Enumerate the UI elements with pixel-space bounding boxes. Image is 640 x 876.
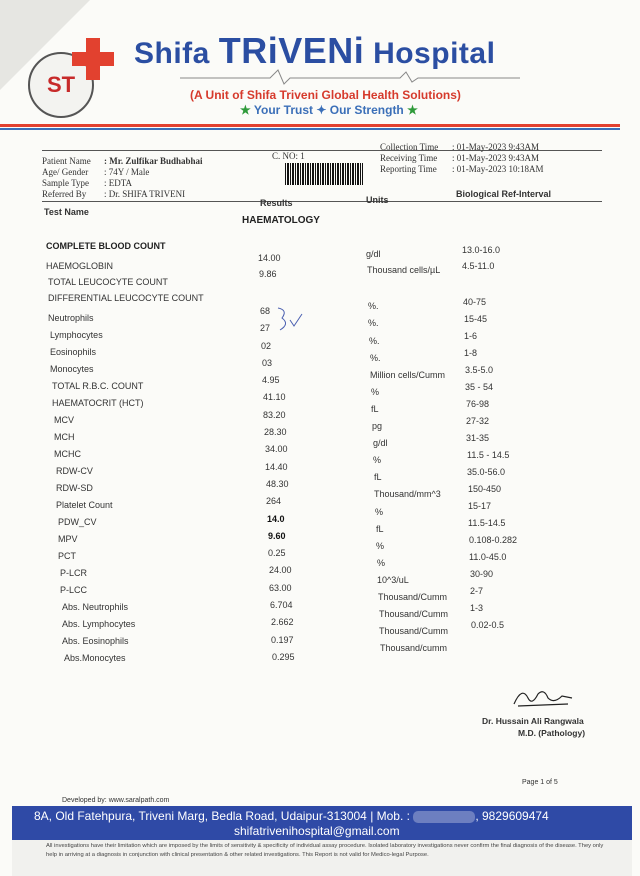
result-value: 68 [260,306,271,316]
unit: Thousand cells/µL [367,265,441,275]
ref-interval: 150-450 [468,484,502,494]
unit: Thousand/Cumm [378,592,448,602]
unit: Million cells/Cumm [370,370,446,380]
unit: 10^3/uL [377,575,409,585]
col-results: Results [260,198,293,208]
test-name: MCH [54,432,75,442]
ref-interval: 30-90 [470,569,494,579]
ref-interval: 1-8 [464,348,478,358]
unit: Thousand/Cumm [379,609,449,619]
result-value: 27 [260,323,271,333]
tagline-strength: Our Strength [329,103,404,117]
ref-interval: 4.5-11.0 [462,261,495,271]
unit: Thousand/cumm [380,643,448,653]
unit: %. [369,336,380,346]
test-name: DIFFERENTIAL LEUCOCYTE COUNT [48,293,204,303]
test-name: Platelet Count [56,500,113,510]
unit: fL [371,404,379,414]
test-name: TOTAL R.B.C. COUNT [52,381,144,391]
ref-interval: 3.5-5.0 [465,365,494,375]
header-divider-red [0,124,620,127]
doctor-signature [508,684,578,710]
ref-interval: 2-7 [470,586,484,596]
test-name: P-LCC [60,585,88,595]
disclaimer: All investigations have their limitation which are imposed by the limits of sensitivity & specificity of individual assay procedure. Isolated laboratory investigations never confirm the final diagnosis of the disease. They only help in arriving at a diagnosis in conjunction with clinical presentation & other related investigations. This Report is not valid for Medico-legal Purpose. [46,843,604,858]
result-value: 14.40 [265,462,288,472]
heartbeat-line-icon [180,66,520,86]
result-value: 14.0 [267,514,285,524]
result-value: 83.20 [263,410,286,420]
patient-age: : 74Y / Male [104,167,150,177]
section-title: HAEMATOLOGY [242,215,320,226]
test-name: RDW-SD [56,483,93,493]
test-name: Eosinophils [50,347,97,357]
unit: Thousand/mm^3 [374,489,441,499]
hospital-name-part1: Shifa [134,37,210,70]
col-test-name: Test Name [44,207,89,217]
test-name: Lymphocytes [50,330,103,340]
star-icon: ★ [240,103,251,117]
divider [42,201,602,202]
col-units: Units [366,195,389,205]
ref-interval: 35 - 54 [465,382,494,392]
doctor-name: Dr. Hussain Ali Rangwala [482,716,584,726]
unit: fL [376,524,384,534]
result-value: 4.95 [262,375,280,385]
hospital-name-part3: Hospital [373,37,496,70]
result-value: 264 [266,496,282,506]
footer-email: shifatrivenihospital@gmail.com [234,824,400,838]
col-ref-interval: Biological Ref-Interval [456,189,552,199]
ref-interval: 35.0-56.0 [467,467,506,477]
unit-line: (A Unit of Shifa Triveni Global Health Solutions) [190,88,461,102]
medical-cross-icon [72,38,114,80]
ref-interval: 27-32 [466,416,490,426]
handwritten-mark [258,300,308,340]
ref-interval: 40-75 [463,297,487,307]
referred-by: : Dr. SHIFA TRIVENI [104,189,186,199]
result-value: 14.00 [258,253,281,263]
footer-phone: , 9829609474 [475,809,549,823]
unit: pg [372,421,383,431]
result-value: 0.25 [268,548,286,558]
receiving-time: : 01-May-2023 9:43AM [452,153,539,163]
ref-interval: 0.02-0.5 [471,620,505,630]
footer-band [12,806,632,840]
hospital-name-part2: TRiVENi [218,30,365,71]
tagline [240,103,418,117]
ref-interval: 0.108-0.282 [469,535,518,545]
header-divider-blue [0,128,620,130]
test-name: Abs. Neutrophils [62,602,129,612]
footer-address: 8A, Old Fatehpura, Triveni Marg, Bedla Road, Udaipur-313004 | Mob. : , 9829609474 [34,809,549,823]
test-name: MCHC [54,449,81,459]
unit: % [371,387,380,397]
ref-interval: 11.5-14.5 [468,518,506,528]
unit: %. [370,353,381,363]
test-name: RDW-CV [56,466,93,476]
redacted-phone [413,811,475,823]
test-name: Neutrophils [48,313,94,323]
ref-interval: 76-98 [466,399,490,409]
ref-interval: 11.0-45.0 [469,552,507,562]
result-value: 41.10 [263,392,286,402]
ref-interval: 15-17 [468,501,492,511]
result-value: 03 [262,358,273,368]
logo-text: ST [46,72,76,97]
page-number: Page 1 of 5 [522,779,558,786]
result-value: 9.60 [268,531,286,541]
ref-interval: 31-35 [466,433,490,443]
ref-interval: 13.0-16.0 [462,245,501,255]
tagline-trust: Your Trust [253,103,314,117]
test-name: MPV [58,534,78,544]
reporting-time: : 01-May-2023 10:18AM [452,164,544,174]
unit: %. [368,318,379,328]
plus-icon: ✦ [316,103,327,117]
result-value: 0.295 [272,652,295,662]
result-value: 24.00 [269,565,292,575]
result-value: 6.704 [270,600,293,610]
result-value: 34.00 [265,444,288,454]
test-name: P-LCR [60,568,88,578]
test-name: MCV [54,415,74,425]
test-name: TOTAL LEUCOCYTE COUNT [48,277,168,287]
case-number: C. NO: 1 [272,151,305,161]
test-name: Monocytes [50,364,94,374]
patient-name: : Mr. Zulfikar Budhabhai [104,156,203,166]
test-name: PDW_CV [58,517,97,527]
ref-interval: 15-45 [464,314,488,324]
test-name: Abs. Eosinophils [62,636,129,646]
sample-type: : EDTA [104,178,133,188]
unit: Thousand/Cumm [379,626,449,636]
unit: g/dl [373,438,388,448]
ref-interval: 1-6 [464,331,478,341]
unit: % [373,455,382,465]
star-icon: ★ [407,103,418,117]
ref-interval: 11.5 - 14.5 [467,450,510,460]
developer-credit: Developed by: www.saralpath.com [62,797,170,804]
test-name: Abs. Lymphocytes [62,619,136,629]
test-name: HAEMOGLOBIN [46,261,114,271]
result-value: 2.662 [271,617,294,627]
group-title: COMPLETE BLOOD COUNT [46,241,166,251]
unit: % [376,541,385,551]
patient-info: Patient Name : Mr. Zulfikar Budhabhai Age/ Gender : 74Y / Male Sample Type : EDTA Referred By : Dr. SHIFA TRIVENI [42,156,203,199]
result-value: 0.197 [271,635,294,645]
unit: %. [368,301,379,311]
test-name: PCT [58,551,76,561]
unit: % [377,558,386,568]
collection-time: : 01-May-2023 9:43AM [452,142,539,152]
unit: fL [374,472,382,482]
unit: g/dl [366,249,381,259]
barcode [285,163,363,185]
time-info: Collection Time : 01-May-2023 9:43AM Receiving Time : 01-May-2023 9:43AM Reporting Time : 01-May-2023 10:18AM [380,142,544,174]
test-name: Abs.Monocytes [64,653,126,663]
result-value: 48.30 [266,479,289,489]
result-value: 02 [261,341,272,351]
doctor-degree: M.D. (Pathology) [518,728,586,738]
ref-interval: 1-3 [470,603,484,613]
result-value: 28.30 [264,427,287,437]
result-value: 9.86 [259,269,277,279]
unit: % [375,507,384,517]
test-name: HAEMATOCRIT (HCT) [52,398,144,408]
result-value: 63.00 [269,583,292,593]
